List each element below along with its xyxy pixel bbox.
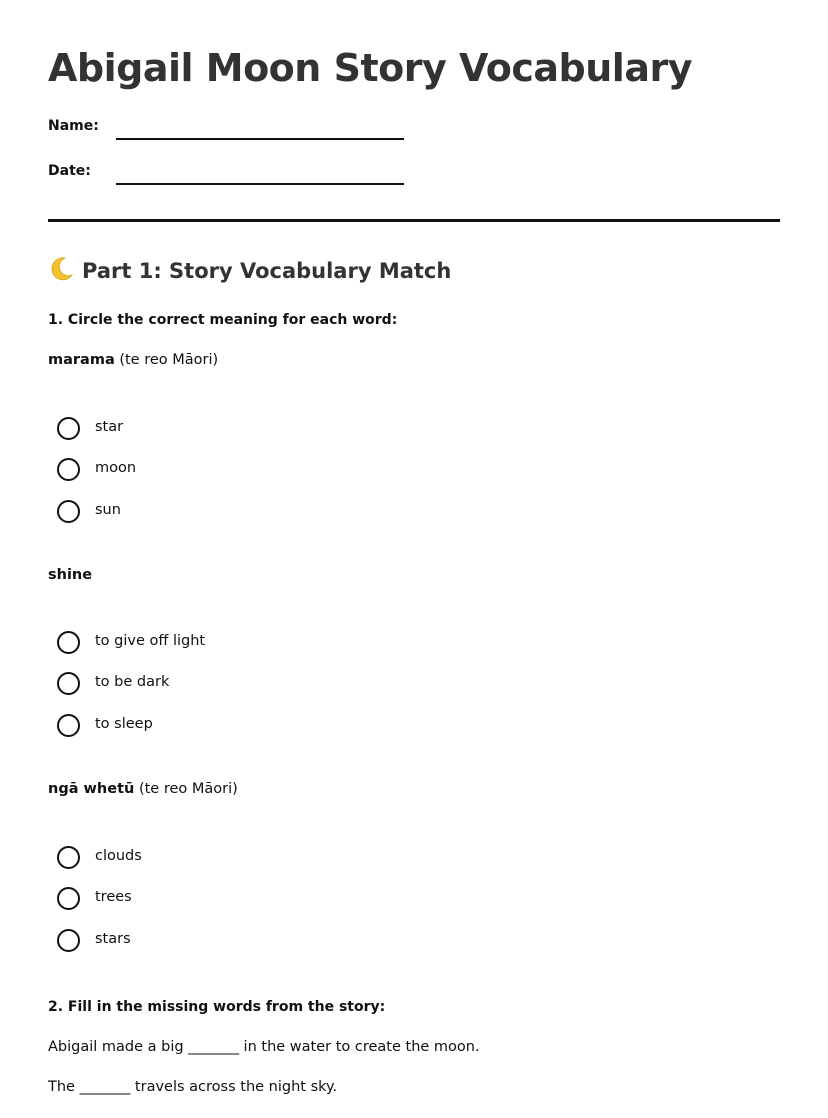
option-label: star — [95, 419, 124, 435]
radio-circle[interactable] — [57, 500, 80, 523]
name-label: Name: — [48, 118, 99, 134]
vocab-word-3 — [48, 781, 238, 797]
option-label: trees — [95, 889, 132, 905]
name-write-line[interactable] — [116, 138, 404, 140]
radio-circle[interactable] — [57, 714, 80, 737]
vocab-word-3-term: ngā whetū — [48, 781, 135, 797]
vocab-word-1-note: (te reo Māori) — [119, 352, 219, 368]
option-label: to sleep — [95, 716, 153, 732]
vocab-word-3-note: (te reo Māori) — [138, 781, 238, 797]
header-divider — [48, 219, 780, 222]
radio-circle[interactable] — [57, 631, 80, 654]
radio-circle[interactable] — [57, 458, 80, 481]
date-write-line[interactable] — [116, 183, 404, 185]
option-label: clouds — [95, 848, 142, 864]
radio-circle[interactable] — [57, 929, 80, 952]
radio-circle[interactable] — [57, 672, 80, 695]
part1-heading — [48, 256, 451, 283]
radio-circle[interactable] — [57, 887, 80, 910]
option-label: moon — [95, 460, 137, 476]
question-2-prompt: 2. Fill in the missing words from the story: — [48, 999, 386, 1015]
vocab-word-1-term: marama — [48, 352, 115, 368]
option-label: to be dark — [95, 674, 170, 690]
crescent-moon-icon — [48, 256, 74, 282]
vocab-word-2 — [48, 567, 92, 583]
worksheet-title: Abigail Moon Story Vocabulary — [48, 46, 692, 90]
vocab-word-1 — [48, 352, 218, 368]
option-label: sun — [95, 502, 121, 518]
radio-circle[interactable] — [57, 417, 80, 440]
date-label: Date: — [48, 163, 91, 179]
part1-heading-text: Part 1: Story Vocabulary Match — [82, 259, 452, 283]
question-1-prompt: 1. Circle the correct meaning for each word: — [48, 312, 398, 328]
option-label: to give off light — [95, 633, 206, 649]
option-label: stars — [95, 931, 131, 947]
fill-sentence-2: The _______ travels across the night sky. — [48, 1079, 338, 1095]
fill-sentence-1: Abigail made a big _______ in the water to create the moon. — [48, 1039, 480, 1055]
vocab-word-2-term: shine — [48, 567, 93, 583]
radio-circle[interactable] — [57, 846, 80, 869]
